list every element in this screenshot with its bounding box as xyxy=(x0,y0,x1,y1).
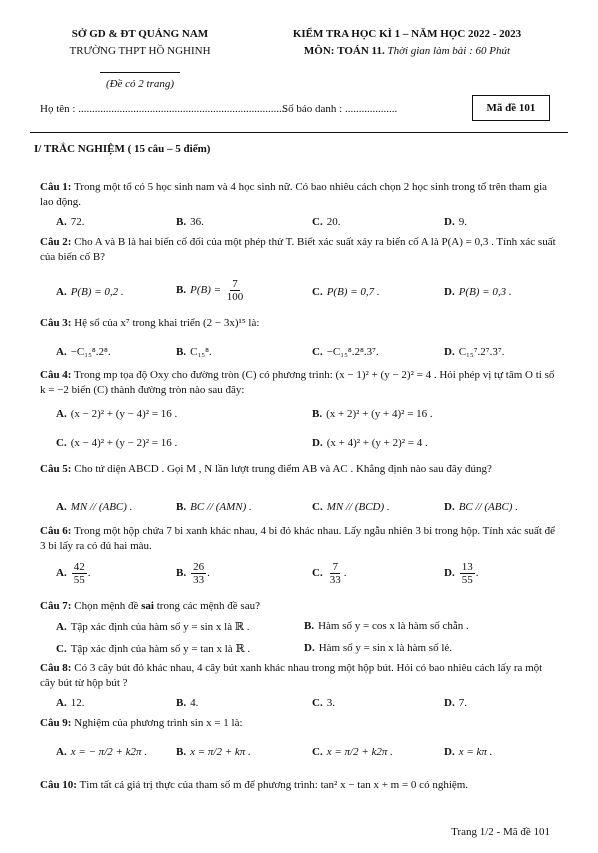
subject: TOÁN 11. xyxy=(337,45,385,57)
option-letter: A. xyxy=(56,621,67,633)
option-text: C₁₅⁷.2⁷.3⁷. xyxy=(458,346,505,358)
option-letter: C. xyxy=(312,697,323,709)
option-letter: D. xyxy=(444,746,455,758)
option-letter: A. xyxy=(56,408,67,420)
option-letter: D. xyxy=(444,216,455,228)
question-6 xyxy=(40,524,560,554)
fraction xyxy=(72,561,87,586)
option-text: 4. xyxy=(190,697,199,709)
question-number: Câu 9: xyxy=(40,717,72,729)
option-letter: A. xyxy=(56,216,67,228)
option-letter: D. xyxy=(304,642,315,654)
exam-title: KIỂM TRA HỌC KÌ 1 – NĂM HỌC 2022 - 2023 xyxy=(292,28,522,40)
q6-option-a[interactable]: A. $\frac{42}{55}$ . xyxy=(56,561,91,586)
q4-option-a[interactable] xyxy=(56,408,177,420)
subject-line xyxy=(262,45,552,57)
header-rule xyxy=(100,72,180,73)
numerator: 42 xyxy=(73,561,85,573)
name-field: Họ tên : ............................................................................ xyxy=(40,103,288,115)
numerator: 13 xyxy=(461,561,473,573)
q5-option-a[interactable] xyxy=(56,501,132,513)
question-text: Chọn mệnh đề xyxy=(74,600,142,612)
question-text: Tìm tất cả giá trị thực của tham số m để phương trình: tan² x − tan x + m = 0 có nghiệm. xyxy=(79,779,469,791)
q2-option-a[interactable] xyxy=(56,286,124,298)
question-8 xyxy=(40,661,560,691)
q2-option-d[interactable] xyxy=(444,286,512,298)
q7-option-a[interactable] xyxy=(56,620,249,633)
q3-option-a[interactable] xyxy=(56,346,111,358)
numerator: 7 xyxy=(332,561,338,573)
time-note: Thời gian làm bài : 60 Phút xyxy=(387,45,511,57)
question-text: Trong một tổ có 5 học sinh nam và 4 học sinh nữ. Có bao nhiêu cách chọn 2 học sinh trong tổ trên tham gia lao động. xyxy=(40,181,548,208)
question-text: Nghiệm của phương trình sin x = 1 là: xyxy=(74,717,243,729)
option-text: −C₁₅⁸.2⁸.3⁷. xyxy=(326,346,379,358)
section-title: I/ TRẮC NGHIỆM ( 15 câu – 5 điểm) xyxy=(34,143,211,155)
question-10 xyxy=(40,778,560,793)
option-text: 3. xyxy=(326,697,335,709)
q3-option-d[interactable] xyxy=(444,346,504,358)
option-letter: B. xyxy=(312,408,323,420)
q5-option-d[interactable] xyxy=(444,501,518,513)
q4-option-d[interactable] xyxy=(312,437,428,449)
question-number: Câu 10: xyxy=(40,779,77,791)
question-number: Câu 3: xyxy=(40,317,72,329)
q8-option-a[interactable] xyxy=(56,697,84,709)
q4-option-c[interactable] xyxy=(56,437,177,449)
q2-option-b[interactable] xyxy=(176,278,246,303)
pages-note: (Đề có 2 trang) xyxy=(105,78,175,90)
q6-option-c[interactable]: C. $\frac{7}{33}$ . xyxy=(312,561,347,586)
option-letter: C. xyxy=(56,437,67,449)
option-letter: D. xyxy=(312,437,323,449)
option-letter: B. xyxy=(304,620,315,632)
option-text: 7. xyxy=(458,697,467,709)
question-2 xyxy=(40,235,560,265)
option-letter: B. xyxy=(176,216,187,228)
q3-option-b[interactable] xyxy=(176,346,212,358)
option-letter: A. xyxy=(56,501,67,513)
question-4 xyxy=(40,368,560,398)
section-divider xyxy=(30,132,568,133)
option-letter: B. xyxy=(176,567,187,580)
exam-code-box: Mã đề 101 xyxy=(472,95,550,121)
q8-option-d[interactable] xyxy=(444,697,467,709)
fraction xyxy=(225,278,246,303)
option-letter: B. xyxy=(176,346,187,358)
q9-option-c[interactable] xyxy=(312,746,393,758)
option-letter: A. xyxy=(56,286,67,298)
option-text: x = π/2 + k2π . xyxy=(326,746,393,758)
option-text: 36. xyxy=(190,216,204,228)
denominator: 33 xyxy=(193,574,205,586)
option-text: Tập xác định của hàm số y = sin x là ℝ . xyxy=(70,621,250,633)
question-3 xyxy=(40,316,560,331)
question-number: Câu 8: xyxy=(40,662,72,674)
option-text: BC // (AMN) . xyxy=(190,501,252,513)
q4-option-b[interactable] xyxy=(312,408,433,420)
option-letter: C. xyxy=(312,346,323,358)
dept-name: SỞ GD & ĐT QUẢNG NAM xyxy=(71,28,209,40)
fraction xyxy=(191,561,206,586)
option-letter: C. xyxy=(312,501,323,513)
question-number: Câu 7: xyxy=(40,600,72,612)
option-letter: A. xyxy=(56,746,67,758)
q2-option-c[interactable] xyxy=(312,286,380,298)
fraction xyxy=(328,561,343,586)
question-number: Câu 6: xyxy=(40,525,72,537)
option-text: Hàm số y = sin x là hàm số lẻ. xyxy=(318,642,453,654)
option-text: MN // (BCD) . xyxy=(326,501,390,513)
question-number: Câu 4: xyxy=(40,369,72,381)
option-letter: A. xyxy=(56,697,67,709)
q7-option-b[interactable] xyxy=(304,620,469,632)
question-number: Câu 1: xyxy=(40,181,72,193)
q5-option-c[interactable] xyxy=(312,501,390,513)
q9-option-d[interactable] xyxy=(444,746,492,758)
option-text: x = π/2 + kπ . xyxy=(190,746,251,758)
question-9 xyxy=(40,716,560,731)
candidate-id-field: Số báo danh : ................... xyxy=(282,103,398,115)
question-number: Câu 5: xyxy=(40,463,72,475)
q1-option-d[interactable] xyxy=(444,216,467,228)
q8-option-b[interactable] xyxy=(176,697,198,709)
option-text: −C₁₅⁸.2⁸. xyxy=(70,346,111,358)
denominator: 55 xyxy=(461,574,473,586)
q1-option-a[interactable] xyxy=(56,216,84,228)
option-text: x = kπ . xyxy=(458,746,493,758)
option-letter: D. xyxy=(444,697,455,709)
q7-option-d[interactable] xyxy=(304,642,452,654)
q1-option-c[interactable] xyxy=(312,216,340,228)
fraction xyxy=(460,561,475,586)
option-letter: C. xyxy=(312,746,323,758)
option-letter: D. xyxy=(444,567,455,580)
option-text: P(B) = 0,3 . xyxy=(458,286,512,298)
denominator: 100 xyxy=(226,291,244,303)
numerator: 7 xyxy=(232,278,238,290)
option-text: (x + 4)² + (y + 2)² = 4 . xyxy=(326,437,428,449)
q9-option-a[interactable] xyxy=(56,746,147,758)
option-text: P(B) = xyxy=(190,284,224,297)
q9-option-b[interactable] xyxy=(176,746,251,758)
option-letter: C. xyxy=(312,567,323,580)
option-text: Hàm số y = cos x là hàm số chẵn . xyxy=(318,620,469,632)
option-letter: C. xyxy=(312,286,323,298)
option-text: x = − π/2 + k2π . xyxy=(70,746,148,758)
option-text: P(B) = 0,7 . xyxy=(326,286,380,298)
option-letter: B. xyxy=(176,501,187,513)
question-text: Có 3 cây bút đỏ khác nhau, 4 cây bút xanh khác nhau trong một hộp bút. Hỏi có bao nhiêu cách lấy ra một cây bút từ hộp bút ? xyxy=(40,662,543,689)
q6-option-b[interactable]: B. $\frac{26}{33}$ . xyxy=(176,561,210,586)
option-letter: C. xyxy=(312,216,323,228)
q6-option-d[interactable]: D. $\frac{13}{55}$ . xyxy=(444,561,479,586)
question-text: Hệ số của x⁷ trong khai triển (2 − 3x)¹⁵ là: xyxy=(74,317,260,329)
option-text: 20. xyxy=(326,216,341,228)
question-5 xyxy=(40,462,560,477)
school-name: TRƯỜNG THPT HỒ NGHINH xyxy=(69,45,211,57)
option-letter: B. xyxy=(176,697,187,709)
subject-label: MÔN: xyxy=(303,45,335,57)
option-text: C₁₅⁸. xyxy=(190,346,212,358)
option-text: Tập xác định của hàm số y = tan x là ℝ . xyxy=(70,643,251,655)
option-text: (x − 2)² + (y − 4)² = 16 . xyxy=(70,408,178,420)
q1-option-b[interactable] xyxy=(176,216,204,228)
q5-option-b[interactable] xyxy=(176,501,252,513)
question-text: Cho A và B là hai biến cố đối của một phép thử T. Biết xác suất xảy ra biến cố A là P(A) = 0,3 . Tính xác suất của biến cố B? xyxy=(40,236,556,263)
q3-option-c[interactable] xyxy=(312,346,379,358)
option-letter: B. xyxy=(176,746,187,758)
option-text: BC // (ABC) . xyxy=(458,501,518,513)
option-letter: A. xyxy=(56,346,67,358)
option-text: 12. xyxy=(70,697,85,709)
question-7 xyxy=(40,599,560,614)
q8-option-c[interactable] xyxy=(312,697,335,709)
question-text: Trong mp tọa độ Oxy cho đường tròn (C) có phương trình: (x − 1)² + (y − 2)² = 4 . Hỏi phép vị tự tâm O tỉ số k = −2 biến (C) thành đường tròn nào sau đây: xyxy=(40,369,555,396)
option-text: 9. xyxy=(458,216,467,228)
option-letter: B. xyxy=(176,284,187,297)
option-text: (x + 2)² + (y + 4)² = 16 . xyxy=(326,408,433,420)
question-number: Câu 2: xyxy=(40,236,72,248)
option-text: MN // (ABC) . xyxy=(70,501,133,513)
q7-option-c[interactable] xyxy=(56,642,250,655)
question-1 xyxy=(40,180,560,210)
question-text: Cho tứ diện ABCD . Gọi M , N lần lượt trung điểm AB và AC . Khẳng định nào sau đây đúng? xyxy=(74,463,492,475)
option-letter: D. xyxy=(444,346,455,358)
page-footer: Trang 1/2 - Mã đề 101 xyxy=(451,826,550,838)
option-text: (x − 4)² + (y − 2)² = 16 . xyxy=(70,437,178,449)
option-letter: A. xyxy=(56,567,67,580)
option-text: P(B) = 0,2 . xyxy=(70,286,124,298)
denominator: 55 xyxy=(73,574,85,586)
question-text: trong các mệnh đề sau? xyxy=(154,600,260,612)
option-letter: C. xyxy=(56,643,67,655)
numerator: 26 xyxy=(193,561,205,573)
question-text: Trong một hộp chứa 7 bi xanh khác nhau, 4 bi đỏ khác nhau. Lấy ngẫu nhiên 3 bi trong hộp. Tính xác suất để 3 bi lấy ra có đủ hai màu. xyxy=(40,525,556,552)
option-letter: D. xyxy=(444,286,455,298)
emphasis-word: sai xyxy=(141,600,154,612)
option-letter: D. xyxy=(444,501,455,513)
denominator: 33 xyxy=(329,574,341,586)
option-text: 72. xyxy=(70,216,85,228)
